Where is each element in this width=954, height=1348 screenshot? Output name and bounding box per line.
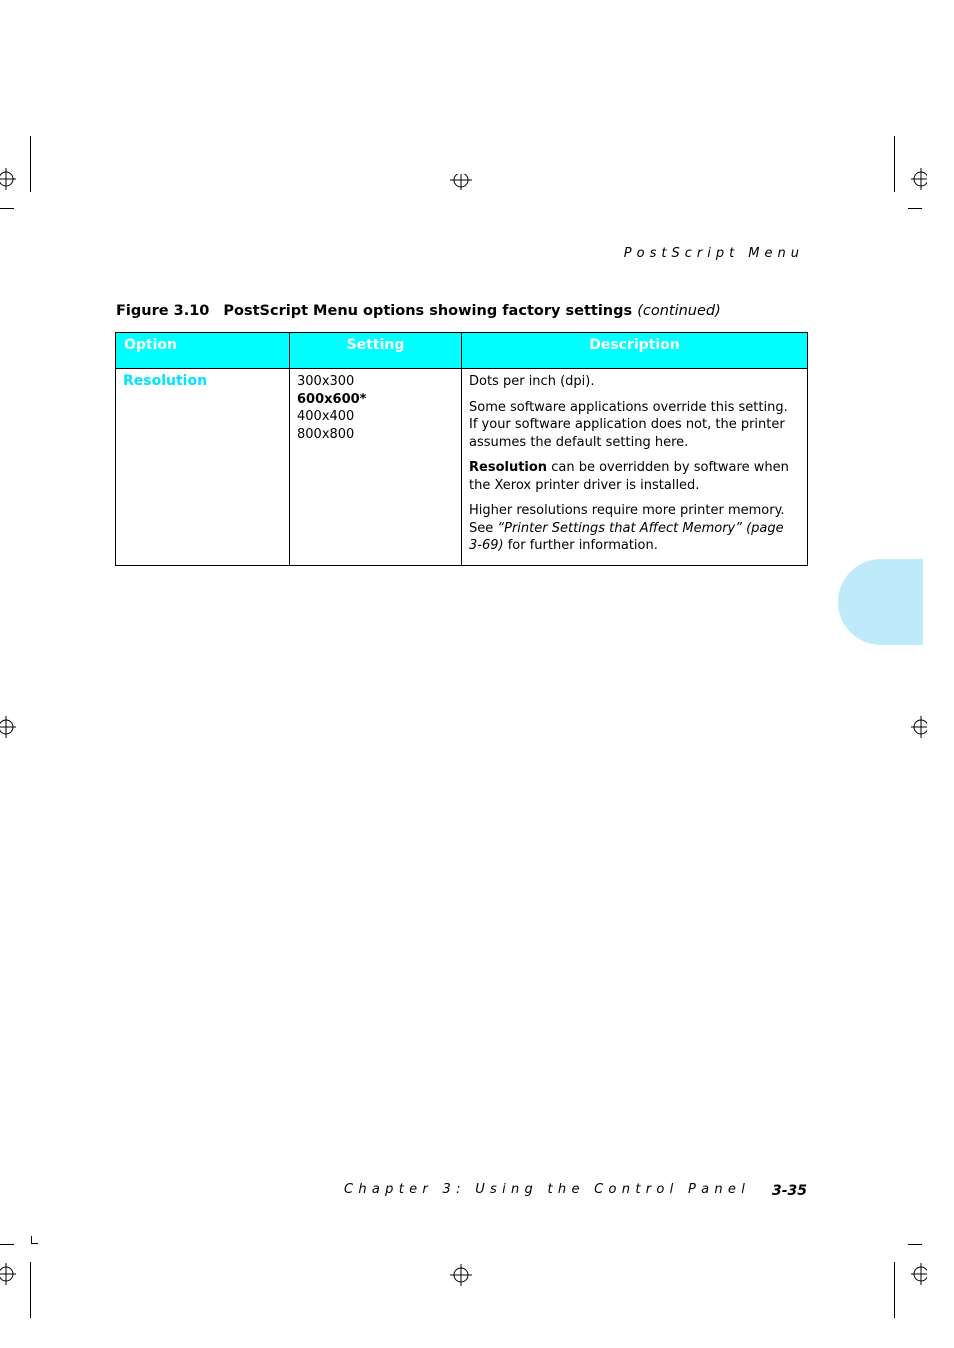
setting-value: 800x800 bbox=[297, 426, 355, 442]
description-cell bbox=[462, 369, 808, 566]
table-header-row bbox=[116, 333, 808, 369]
registration-mark-icon bbox=[450, 174, 472, 196]
registration-mark-icon bbox=[905, 1263, 927, 1285]
header-option: Option bbox=[116, 333, 290, 369]
description-text: can be overridden by software when the Xerox printer driver is installed. bbox=[469, 460, 789, 493]
setting-value: 300x300 bbox=[297, 374, 355, 389]
description-text: Higher resolutions require more printer memory. See bbox=[469, 503, 785, 536]
setting-value: 400x400 bbox=[297, 409, 355, 424]
running-head: PostScript Menu bbox=[623, 246, 804, 261]
registration-mark-icon bbox=[0, 168, 22, 190]
crop-mark bbox=[30, 136, 31, 192]
crop-mark bbox=[894, 1262, 895, 1318]
figure-title: PostScript Menu options showing factory settings bbox=[223, 303, 633, 319]
footer-chapter: Chapter 3: Using the Control Panel bbox=[344, 1182, 751, 1197]
option-cell bbox=[116, 369, 290, 566]
options-table bbox=[115, 332, 808, 566]
description-paragraph: Dots per inch (dpi). bbox=[469, 374, 595, 389]
registration-mark-icon bbox=[905, 168, 927, 190]
registration-mark-icon bbox=[450, 1264, 472, 1286]
crop-mark bbox=[0, 208, 14, 209]
crop-mark bbox=[894, 136, 895, 192]
description-paragraph bbox=[469, 459, 799, 494]
crop-mark bbox=[908, 208, 922, 209]
crop-mark bbox=[31, 1243, 38, 1244]
setting-cell bbox=[290, 369, 462, 566]
description-bold-term: Resolution bbox=[469, 460, 548, 475]
registration-mark-icon bbox=[0, 1263, 22, 1285]
figure-caption bbox=[116, 303, 721, 319]
figure-number: Figure 3.10 bbox=[116, 303, 210, 319]
option-name: Resolution bbox=[123, 373, 208, 389]
crop-mark bbox=[30, 1262, 31, 1318]
crop-mark bbox=[908, 1244, 922, 1245]
crop-mark bbox=[0, 1244, 14, 1245]
table-row bbox=[116, 369, 808, 566]
header-setting: Setting bbox=[290, 333, 462, 369]
header-description: Description bbox=[462, 333, 808, 369]
description-paragraph bbox=[469, 502, 799, 555]
figure-continued: (continued) bbox=[637, 303, 721, 319]
description-paragraph: Some software applications override this setting. If your software application does not, the printer assumes the default setting here. bbox=[469, 399, 788, 450]
description-text: for further information. bbox=[503, 538, 658, 553]
cross-reference-link[interactable]: “Printer Settings that Affect Memory” (page 3-69) bbox=[469, 520, 784, 553]
chapter-thumb-tab bbox=[838, 559, 923, 645]
registration-mark-icon bbox=[905, 716, 927, 738]
registration-mark-icon bbox=[0, 716, 22, 738]
page-number: 3-35 bbox=[771, 1183, 807, 1199]
setting-value-default: 600x600* bbox=[297, 391, 367, 407]
